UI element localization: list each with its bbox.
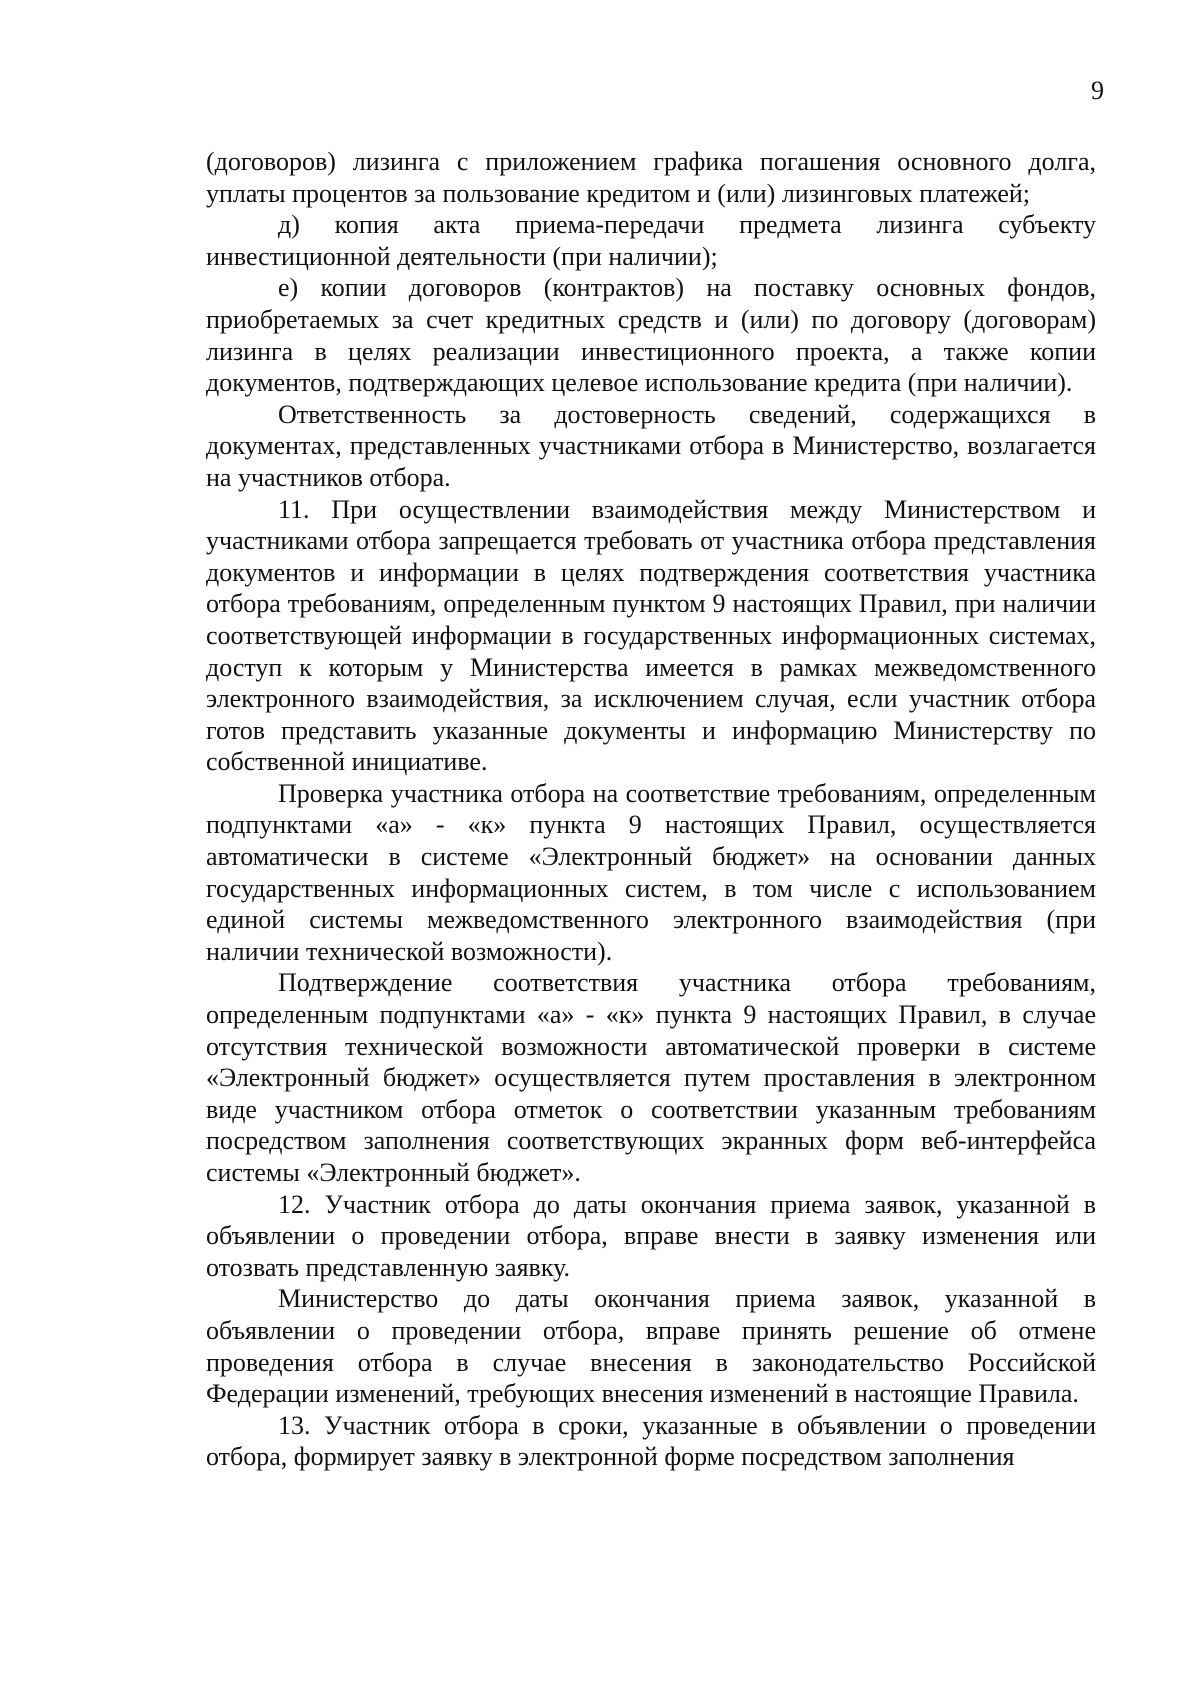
paragraph: Министерство до даты окончания приема заявок, указанной в объявлении о проведении отбора, вправе принять решение об отмене проведения отбора в случае внесения в законодательство Российской Федерации изменений, требующих внесения изменений в настоящие Правила. [206, 1284, 1096, 1409]
paragraph: (договоров) лизинга с приложением графика погашения основного долга, уплаты процентов за пользование кредитом и (или) лизинговых платежей; [206, 147, 1096, 208]
paragraph: Подтверждение соответствия участника отбора требованиям, определенным подпунктами «а» - «к» пункта 9 настоящих Правил, в случае отсутствия технической возможности автоматической проверки в системе «Электронный бюджет» осуществляется путем проставления в электронном виде участником отбора отметок о соответствии указанным требованиям посредством заполнения соответствующих экранных форм веб-интерфейса системы «Электронный бюджет». [206, 968, 1096, 1187]
paragraph: 11. При осуществлении взаимодействия между Министерством и участниками отбора запрещается требовать от участника отбора представления документов и информации в целях подтверждения соответствия участника отбора требованиям, определенным пунктом 9 настоящих Правил, при наличии соответствующей информации в государственных информационных системах, доступ к которым у Министерства имеется в рамках межведомственного электронного взаимодействия, за исключением случая, если участник отбора готов представить указанные документы и информацию Министерству по собственной инициативе. [206, 494, 1096, 777]
paragraph: Ответственность за достоверность сведений, содержащихся в документах, представленных участниками отбора в Министерство, возлагается на участников отбора. [206, 399, 1096, 492]
document-body [206, 146, 1096, 1473]
paragraph: Проверка участника отбора на соответствие требованиям, определенным подпунктами «а» - «к» пункта 9 настоящих Правил, осуществляется автоматически в системе «Электронный бюджет» на основании данных государственных информационных систем, в том числе с использованием единой системы межведомственного электронного взаимодействия (при наличии технической возможности). [206, 778, 1096, 966]
page-number: 9 [1091, 76, 1104, 105]
paragraph: д) копия акта приема-передачи предмета лизинга субъекту инвестиционной деятельности (при наличии); [206, 210, 1096, 271]
paragraph: 13. Участник отбора в сроки, указанные в объявлении о проведении отбора, формирует заявку в электронной форме посредством заполнения [206, 1410, 1096, 1472]
paragraph: е) копии договоров (контрактов) на поставку основных фондов, приобретаемых за счет кредитных средств и (или) по договору (договорам) лизинга в целях реализации инвестиционного проекта, а также копии документов, подтверждающих целевое использование кредита (при наличии). [206, 273, 1096, 398]
paragraph: 12. Участник отбора до даты окончания приема заявок, указанной в объявлении о проведении отбора, вправе внести в заявку изменения или отозвать представленную заявку. [206, 1189, 1096, 1282]
